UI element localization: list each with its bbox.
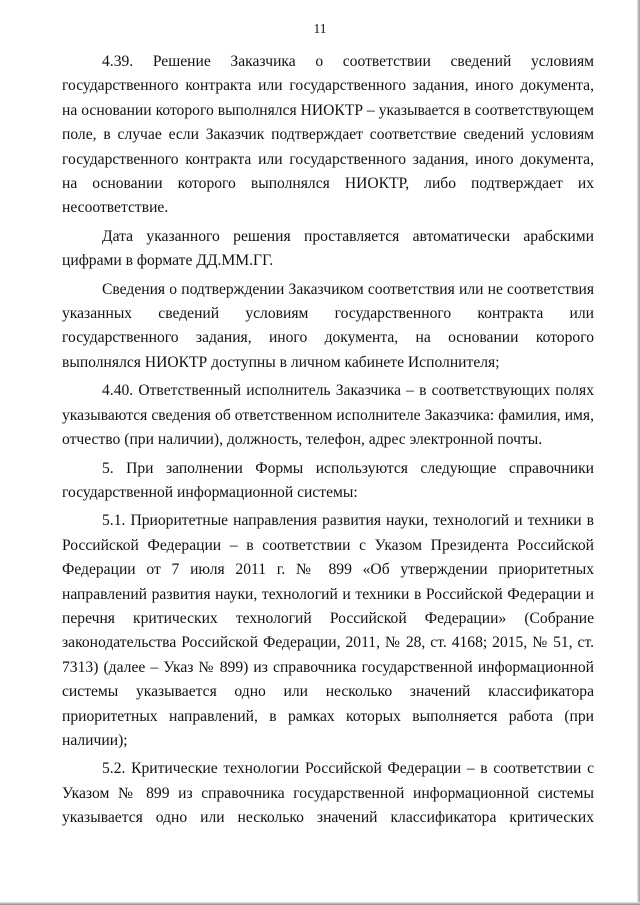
paragraph-4-40: 4.40. Ответственный исполнитель Заказчика – в соответствующих полях указываются сведения об ответственном исполнителе Заказчика: фамилия, имя, отчество (при наличии), должность, телефон, адрес электронной почты. bbox=[62, 382, 594, 449]
paragraph-decision-date: Дата указанного решения проставляется автоматически арабскими цифрами в формате ДД.ММ.ГГ. bbox=[62, 227, 594, 270]
paragraph-5: 5. При заполнении Формы используются следующие справочники государственной информационной системы: bbox=[62, 459, 594, 501]
paragraph-5-1: 5.1. Приоритетные направления развития науки, технологий и техники в Российской Федерации – в соответствии с Указом Президента Российской Федерации от 7 июля 2011 г. № 899 «Об утверждении приоритетных направлений развития науки, технологий и техники в Российской Федерации и перечня критических технологий Российской Федерации» (Собрание законодательства Российской Федерации, 2011, № 28, ст. 4168; 2015, № 51, ст. 7313) (далее – Указ № 899) из справочника государственной информационной системы указывается одно или несколько значений классификатора приоритетных направлений, в рамках которых выполняется работа (при наличии); bbox=[62, 512, 594, 749]
paragraph-5-2: 5.2. Критические технологии Российской Федерации – в соответствии с Указом № 899 из справочника государственной информационной системы указывается одно или несколько значений классификатора критических bbox=[62, 760, 594, 827]
page-number: 11 bbox=[313, 21, 327, 36]
paragraph-4-39: 4.39. Решение Заказчика о соответствии сведений условиям государственного контракта или государственного задания, иного документа, на основании которого выполнялся НИОКТР – указывается в соответствующем поле, в случае если Заказчик подтверждает соответствие сведений условиям государственного контракта или государственного задания, иного документа, на основании которого выполнялся НИОКТР, либо подтверждает их несоответствие. bbox=[62, 53, 594, 217]
document-body bbox=[62, 50, 594, 835]
paragraph-confirmation-info: Сведения о подтверждении Заказчиком соответствия или не соответствия указанных сведений условиям государственного контракта или государственного задания, иного документа, на основании которого выполнялся НИОКТР доступны в личном кабинете Исполнителя; bbox=[62, 280, 594, 371]
